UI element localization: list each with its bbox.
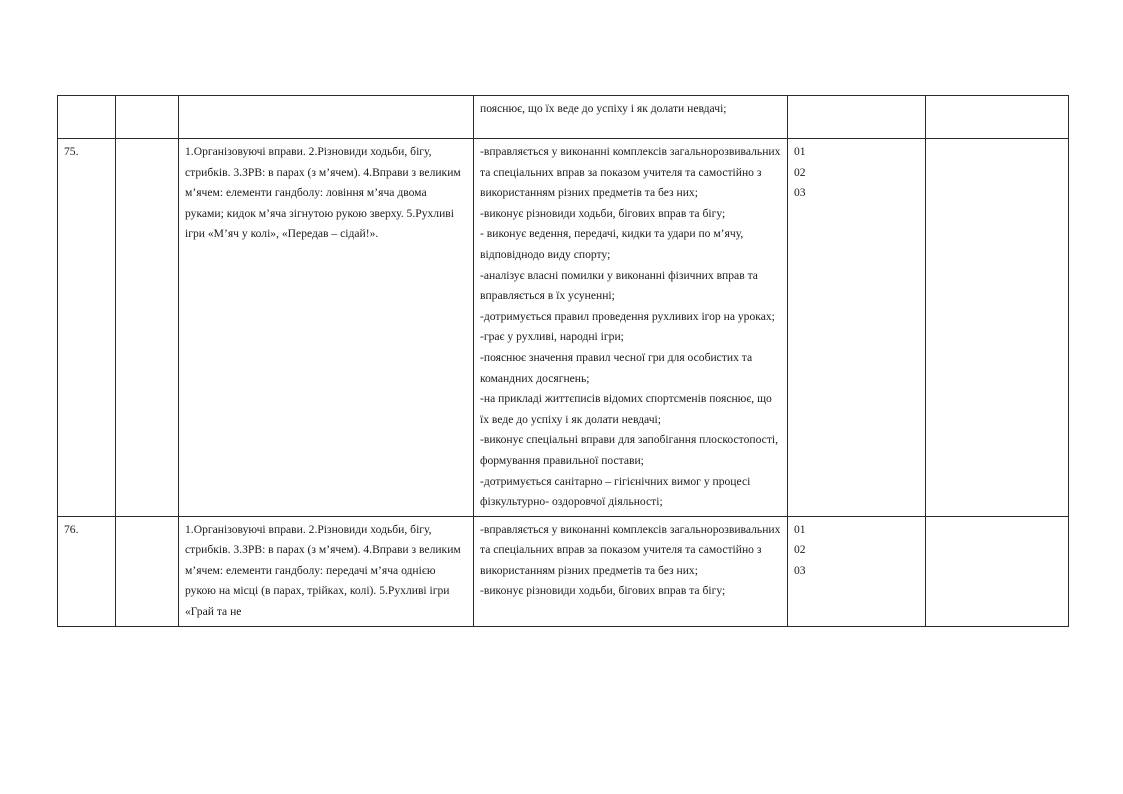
cell-codes: 01 02 03 — [788, 139, 926, 517]
cell-lesson-number: 76. — [58, 516, 116, 626]
cell-date — [116, 139, 179, 517]
cell-date — [116, 96, 179, 139]
table-row — [58, 96, 1069, 139]
lesson-plan-table — [57, 95, 1069, 627]
cell-requirements: -вправляється у виконанні комплексів загальнорозвивальних та спеціальних вправ за показом учителя та самостійно з використанням різних предметів та без них; -виконує різновиди ходьби, бігових вправ та бігу; - виконує ведення, передачі, кидки та удари по м’ячу, відповіднодо виду спорту; -аналізує власні помилки у виконанні фізичних вправ та вправляється в їх усуненні; -дотримується правил проведення рухливих ігор на уроках; -грає у рухливі, народні ігри; -пояснює значення правил чесної гри для особистих та командних досягнень; -на прикладі життєписів відомих спортсменів пояснює, що їх веде до успіху і як долати невдачі; -виконує спеціальні вправи для запобігання плоскостопості, формування правильної постави; -дотримується санітарно – гігієнічних вимог у процесі фізкультурно- оздоровчої діяльності; — [474, 139, 788, 517]
cell-content: 1.Організовуючі вправи. 2.Різновиди ходьби, бігу, стрибків. 3.ЗРВ: в парах (з м’ячем). 4.Вправи з великим м’ячем: елементи гандболу: передачі м’яча однією рукою на місці (в парах, трійках, колі). 5.Рухливі ігри «Грай та не — [179, 516, 474, 626]
cell-notes — [926, 139, 1069, 517]
table-body — [58, 96, 1069, 627]
cell-requirements: пояснює, що їх веде до успіху і як долати невдачі; — [474, 96, 788, 139]
cell-date — [116, 516, 179, 626]
cell-codes — [788, 96, 926, 139]
cell-requirements: -вправляється у виконанні комплексів загальнорозвивальних та спеціальних вправ за показом учителя та самостійно з використанням різних предметів та без них; -виконує різновиди ходьби, бігових вправ та бігу; — [474, 516, 788, 626]
cell-lesson-number: 75. — [58, 139, 116, 517]
cell-content: 1.Організовуючі вправи. 2.Різновиди ходьби, бігу, стрибків. 3.ЗРВ: в парах (з м’ячем). 4.Вправи з великим м’ячем: елементи гандболу: ловіння м’яча двома руками; кидок м’яча зігнутою рукою зверху. 5.Рухливі ігри «М’яч у колі», «Передав – сідай!». — [179, 139, 474, 517]
cell-notes — [926, 516, 1069, 626]
cell-codes: 01 02 03 — [788, 516, 926, 626]
cell-lesson-number — [58, 96, 116, 139]
table-row — [58, 139, 1069, 517]
cell-notes — [926, 96, 1069, 139]
table-row — [58, 516, 1069, 626]
cell-content — [179, 96, 474, 139]
